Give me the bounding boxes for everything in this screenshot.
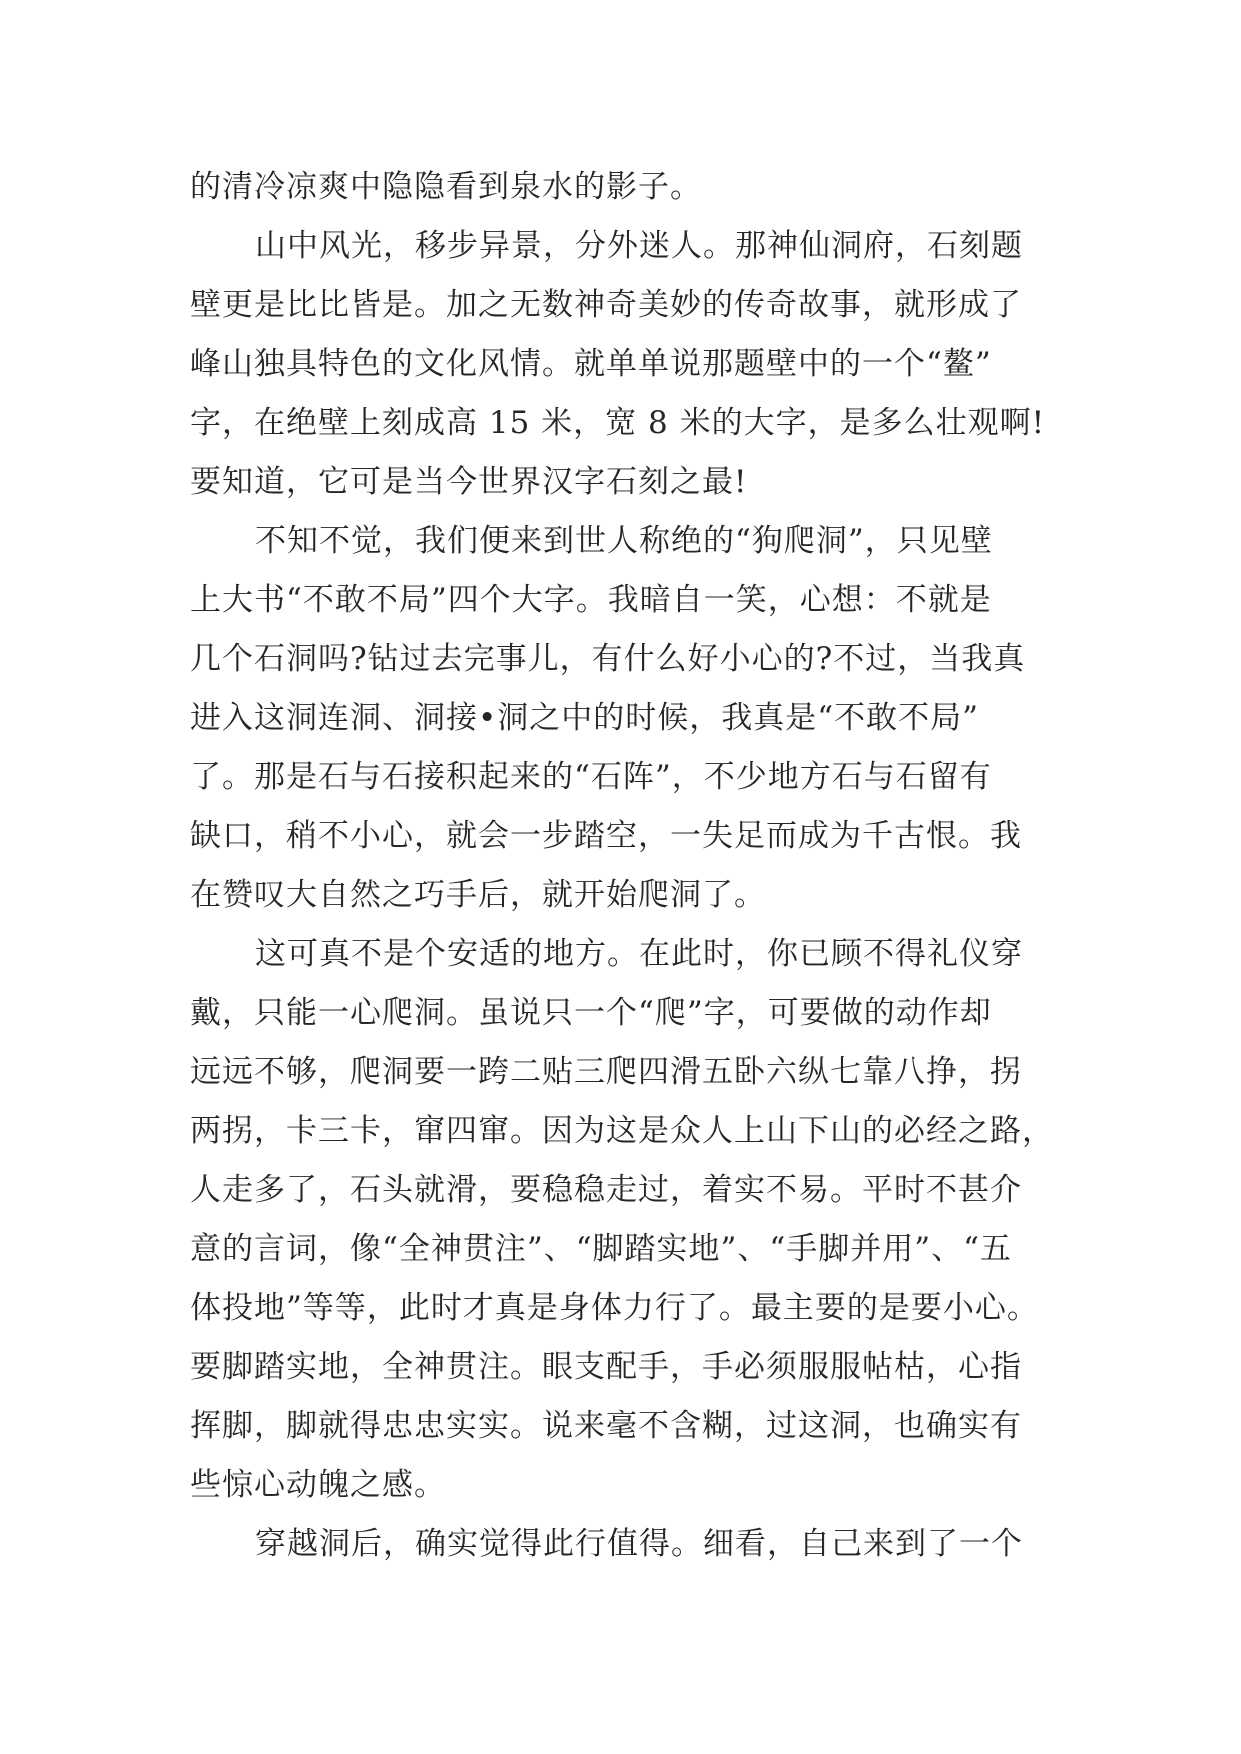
text-line: 两拐，卡三卡，窜四窜。因为这是众人上山下山的必经之路，	[190, 1113, 1054, 1149]
text-line: 字，在绝壁上刻成高 15 米，宽 8 米的大字，是多么壮观啊!	[190, 405, 1046, 441]
text-line: 了。那是石与石接积起来的“石阵”，不少地方石与石留有	[190, 759, 992, 795]
text-line: 壁更是比比皆是。加之无数神奇美妙的传奇故事，就形成了	[190, 287, 1022, 323]
text-line: 穿越洞后，确实觉得此行值得。细看，自己来到了一个	[255, 1526, 1023, 1562]
text-line: 人走多了，石头就滑，要稳稳走过，着实不易。平时不甚介	[190, 1172, 1022, 1208]
text-line: 的清冷凉爽中隐隐看到泉水的影子。	[190, 169, 702, 205]
text-line: 进入这洞连洞、洞接•洞之中的时候，我真是“不敢不局”	[190, 700, 979, 736]
text-line: 在赞叹大自然之巧手后，就开始爬洞了。	[190, 877, 766, 913]
text-line: 缺口，稍不小心，就会一步踏空，一失足而成为千古恨。我	[190, 818, 1022, 854]
text-line: 体投地”等等，此时才真是身体力行了。最主要的是要小心。	[190, 1290, 1039, 1326]
text-line: 戴，只能一心爬洞。虽说只一个“爬”字，可要做的动作却	[190, 995, 992, 1031]
text-line: 峰山独具特色的文化风情。就单单说那题壁中的一个“鳌”	[190, 346, 992, 382]
text-line: 这可真不是个安适的地方。在此时，你已顾不得礼仪穿	[255, 936, 1023, 972]
body-text	[190, 158, 1054, 1574]
text-line: 要脚踏实地，全神贯注。眼支配手，手必须服服帖枯，心指	[190, 1349, 1022, 1385]
text-line: 挥脚，脚就得忠忠实实。说来毫不含糊，过这洞，也确实有	[190, 1408, 1022, 1444]
text-line: 不知不觉，我们便来到世人称绝的“狗爬洞”，只见壁	[255, 523, 993, 559]
text-line: 上大书“不敢不局”四个大字。我暗自一笑，心想：不就是	[190, 582, 992, 618]
text-line: 些惊心动魄之感。	[190, 1467, 446, 1503]
text-line: 意的言词，像“全神贯注”、“脚踏实地”、“手脚并用”、“五	[190, 1231, 1012, 1267]
text-line: 几个石洞吗?钻过去完事儿，有什么好小心的?不过，当我真	[190, 641, 1026, 677]
text-line: 要知道，它可是当今世界汉字石刻之最!	[190, 464, 748, 500]
text-line: 远远不够，爬洞要一跨二贴三爬四滑五卧六纵七靠八挣，拐	[190, 1054, 1022, 1090]
text-line: 山中风光，移步异景，分外迷人。那神仙洞府，石刻题	[255, 228, 1023, 264]
